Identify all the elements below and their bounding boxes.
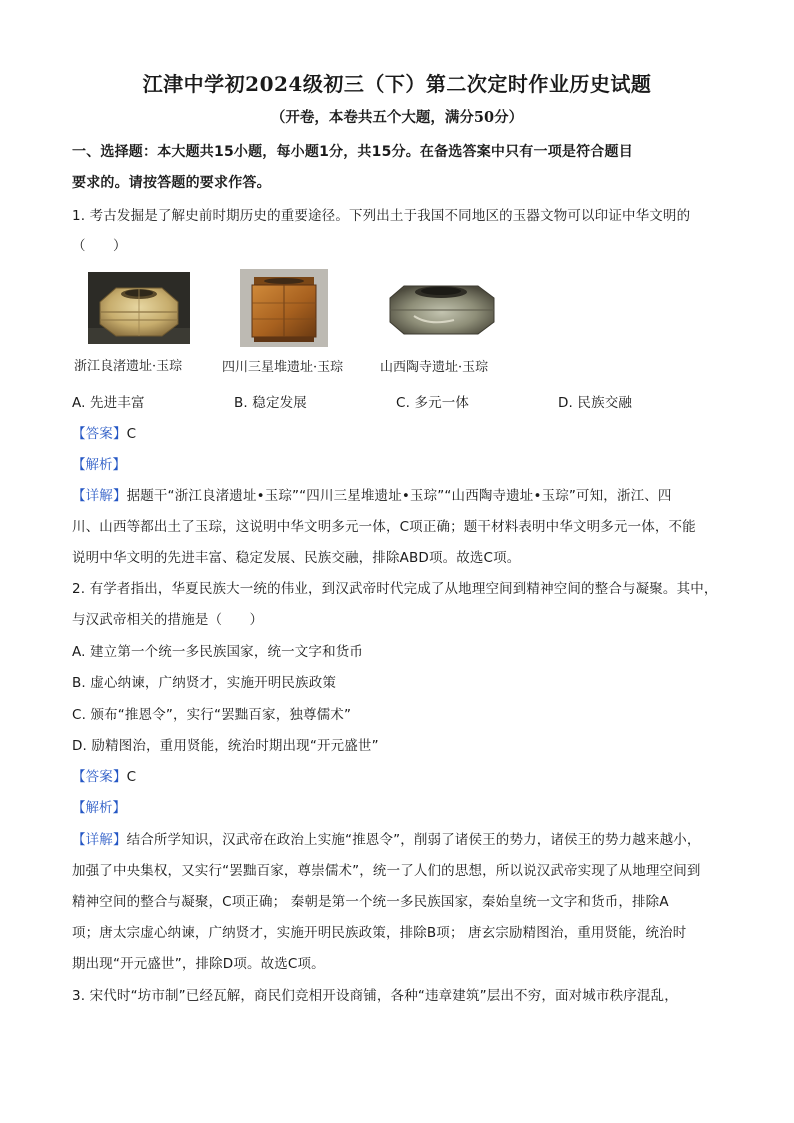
section-heading-line2: 要求的。请按答题的要求作答。 xyxy=(72,175,271,191)
q2-analysis-tag: 【解析】 xyxy=(72,800,126,816)
q2-detail-line4: 项；唐太宗虚心纳谏，广纳贤才，实施开明民族政策，排除B项； 唐玄宗励精图治，重用贤能，统治时 xyxy=(72,925,687,941)
q2-option-d: D. 励精图治，重用贤能，统治时期出现“开元盛世” xyxy=(72,738,379,754)
q2-stem-line2: 与汉武帝相关的措施是（ ） xyxy=(72,612,264,628)
page-title: 江津中学初2024级初三（下）第二次定时作业历史试题 xyxy=(142,72,652,96)
jade-cong-sanxingdui-image xyxy=(240,269,328,347)
q2-detail-line5: 期出现“开元盛世”，排除D项。故选C项。 xyxy=(72,956,325,972)
q2-answer xyxy=(72,765,136,785)
q1-option-d: D. 民族交融 xyxy=(558,395,633,411)
q3-stem-line1: 3. 宋代时“坊市制”已经瓦解，商民们竞相开设商铺，各种“违章建筑”层出不穷，面对城市秩序混乱， xyxy=(72,988,678,1004)
q2-detail-line2: 加强了中央集权，又实行“罢黜百家，尊崇儒术”，统一了人们的思想，所以说汉武帝实现了从地理空间到 xyxy=(72,863,701,879)
q1-stem-line1: 1. 考古发掘是了解史前时期历史的重要途径。下列出土于我国不同地区的玉器文物可以印证中华文明的 xyxy=(72,208,691,224)
q1-analysis-tag: 【解析】 xyxy=(72,457,126,473)
detail-text: 据题干“浙江良渚遗址•玉琮”“四川三星堆遗址•玉琮”“山西陶寺遗址•玉琮”可知，浙江、四 xyxy=(126,488,672,504)
q1-answer xyxy=(72,422,136,442)
q1-detail-line3: 说明中华文明的先进丰富、稳定发展、民族交融，排除ABD项。故选C项。 xyxy=(72,550,521,566)
q2-option-c: C. 颁布“推恩令”，实行“罢黜百家，独尊儒术” xyxy=(72,707,352,723)
caption-liangzhu: 浙江良渚遗址·玉琮 xyxy=(74,359,183,374)
page-subtitle: （开卷，本卷共五个大题，满分50分） xyxy=(270,109,524,126)
caption-sanxingdui: 四川三星堆遗址·玉琮 xyxy=(222,360,344,375)
answer-value: C xyxy=(126,426,137,442)
q2-option-b: B. 虚心纳谏，广纳贤才，实施开明民族政策 xyxy=(72,675,336,691)
q1-detail-line1 xyxy=(72,484,672,504)
detail-tag: 【详解】 xyxy=(72,832,127,848)
jade-cong-liangzhu-image xyxy=(88,272,190,344)
q1-option-a: A. 先进丰富 xyxy=(72,395,145,411)
caption-taosi: 山西陶寺遗址·玉琮 xyxy=(380,360,489,375)
answer-tag: 【答案】 xyxy=(72,769,127,785)
q2-detail-line3: 精神空间的整合与凝聚，C项正确； 秦朝是第一个统一多民族国家，秦始皇统一文字和货币，排除A xyxy=(72,894,669,910)
jade-cong-taosi-image xyxy=(384,276,498,342)
q2-option-a: A. 建立第一个统一多民族国家，统一文字和货币 xyxy=(72,644,364,660)
answer-value: C xyxy=(126,769,137,785)
q2-stem-line1: 2. 有学者指出，华夏民族大一统的伟业，到汉武帝时代完成了从地理空间到精神空间的整合与凝聚。其中， xyxy=(72,581,718,597)
detail-tag: 【详解】 xyxy=(72,488,127,504)
q1-detail-line2: 川、山西等都出土了玉琮，这说明中华文明多元一体，C项正确；题干材料表明中华文明多元一体，不能 xyxy=(72,519,696,535)
q1-option-c: C. 多元一体 xyxy=(396,395,470,411)
q1-stem-line2: （ ） xyxy=(72,238,127,254)
detail-text: 结合所学知识，汉武帝在政治上实施“推恩令”，削弱了诸侯王的势力，诸侯王的势力越来越小， xyxy=(126,832,701,848)
q2-detail-line1 xyxy=(72,828,701,848)
answer-tag: 【答案】 xyxy=(72,426,127,442)
section-heading-line1: 一、选择题：本大题共15小题，每小题1分，共15分。在备选答案中只有一项是符合题目 xyxy=(72,144,633,160)
q1-option-b: B. 稳定发展 xyxy=(234,395,307,411)
